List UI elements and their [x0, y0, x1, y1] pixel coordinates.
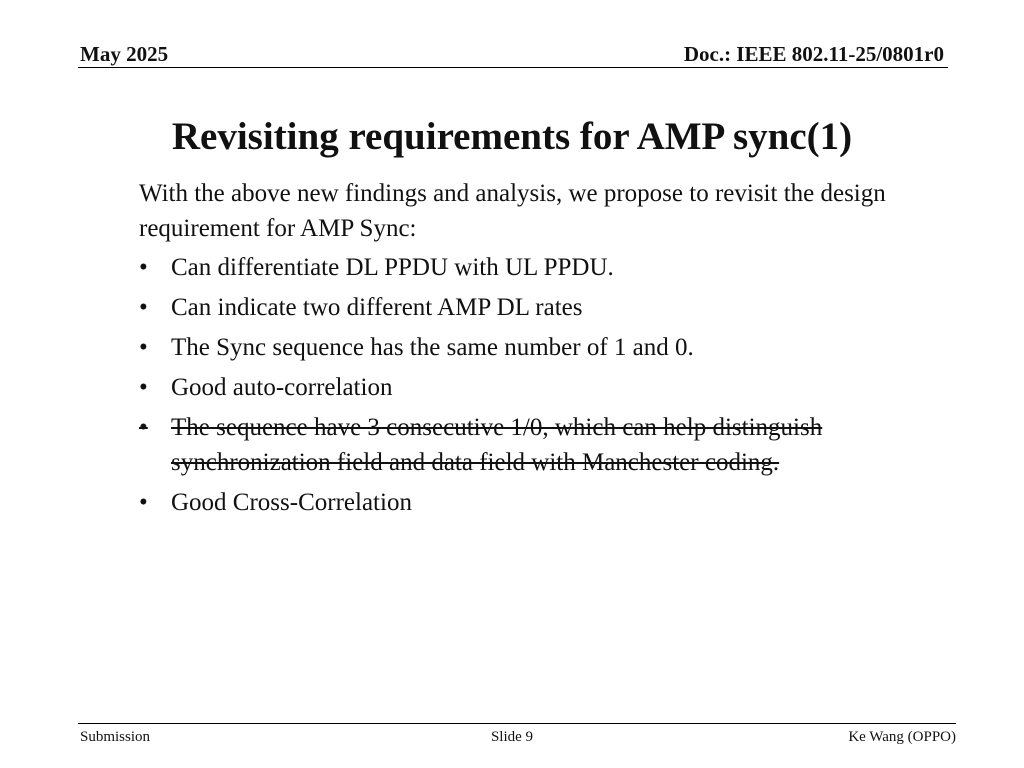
header-date: May 2025: [80, 42, 169, 66]
slide-body: [139, 176, 939, 525]
requirements-list: [139, 250, 939, 520]
bullet-symbol: •: [139, 294, 148, 321]
bullet-text: Can indicate two different AMP DL rates: [171, 294, 583, 321]
bullet-item-struck: [139, 410, 939, 480]
footer-slide-number: Slide 9: [490, 729, 534, 745]
bullet-symbol: •: [139, 374, 148, 401]
header-divider: [78, 67, 948, 68]
bullet-text: The sequence have 3 consecutive 1/0, which can help distinguish synchronization field and data field with Manchester coding.: [171, 414, 823, 476]
bullet-item: [139, 250, 939, 285]
bullet-symbol: •: [139, 254, 148, 281]
slide-title: Revisiting requirements for AMP sync(1): [171, 115, 853, 158]
footer-submission: Submission: [80, 729, 151, 745]
bullet-symbol: •: [139, 414, 148, 441]
bullet-item: [139, 330, 939, 365]
bullet-symbol: •: [139, 334, 148, 361]
intro-paragraph: With the above new findings and analysis, we propose to revisit the design requirement for AMP Sync:: [139, 180, 886, 242]
bullet-text: The Sync sequence has the same number of 1 and 0.: [171, 334, 694, 361]
bullet-text: Good Cross-Correlation: [171, 489, 412, 516]
bullet-text: Good auto-correlation: [171, 374, 393, 401]
header-doc-id: Doc.: IEEE 802.11-25/0801r0: [683, 42, 944, 66]
bullet-item: [139, 485, 939, 520]
bullet-item: [139, 370, 939, 405]
bullet-text: Can differentiate DL PPDU with UL PPDU.: [171, 254, 614, 281]
footer-author: Ke Wang (OPPO): [848, 729, 956, 745]
bullet-item: [139, 290, 939, 325]
bullet-symbol: •: [139, 489, 148, 516]
footer-divider: [78, 723, 956, 724]
